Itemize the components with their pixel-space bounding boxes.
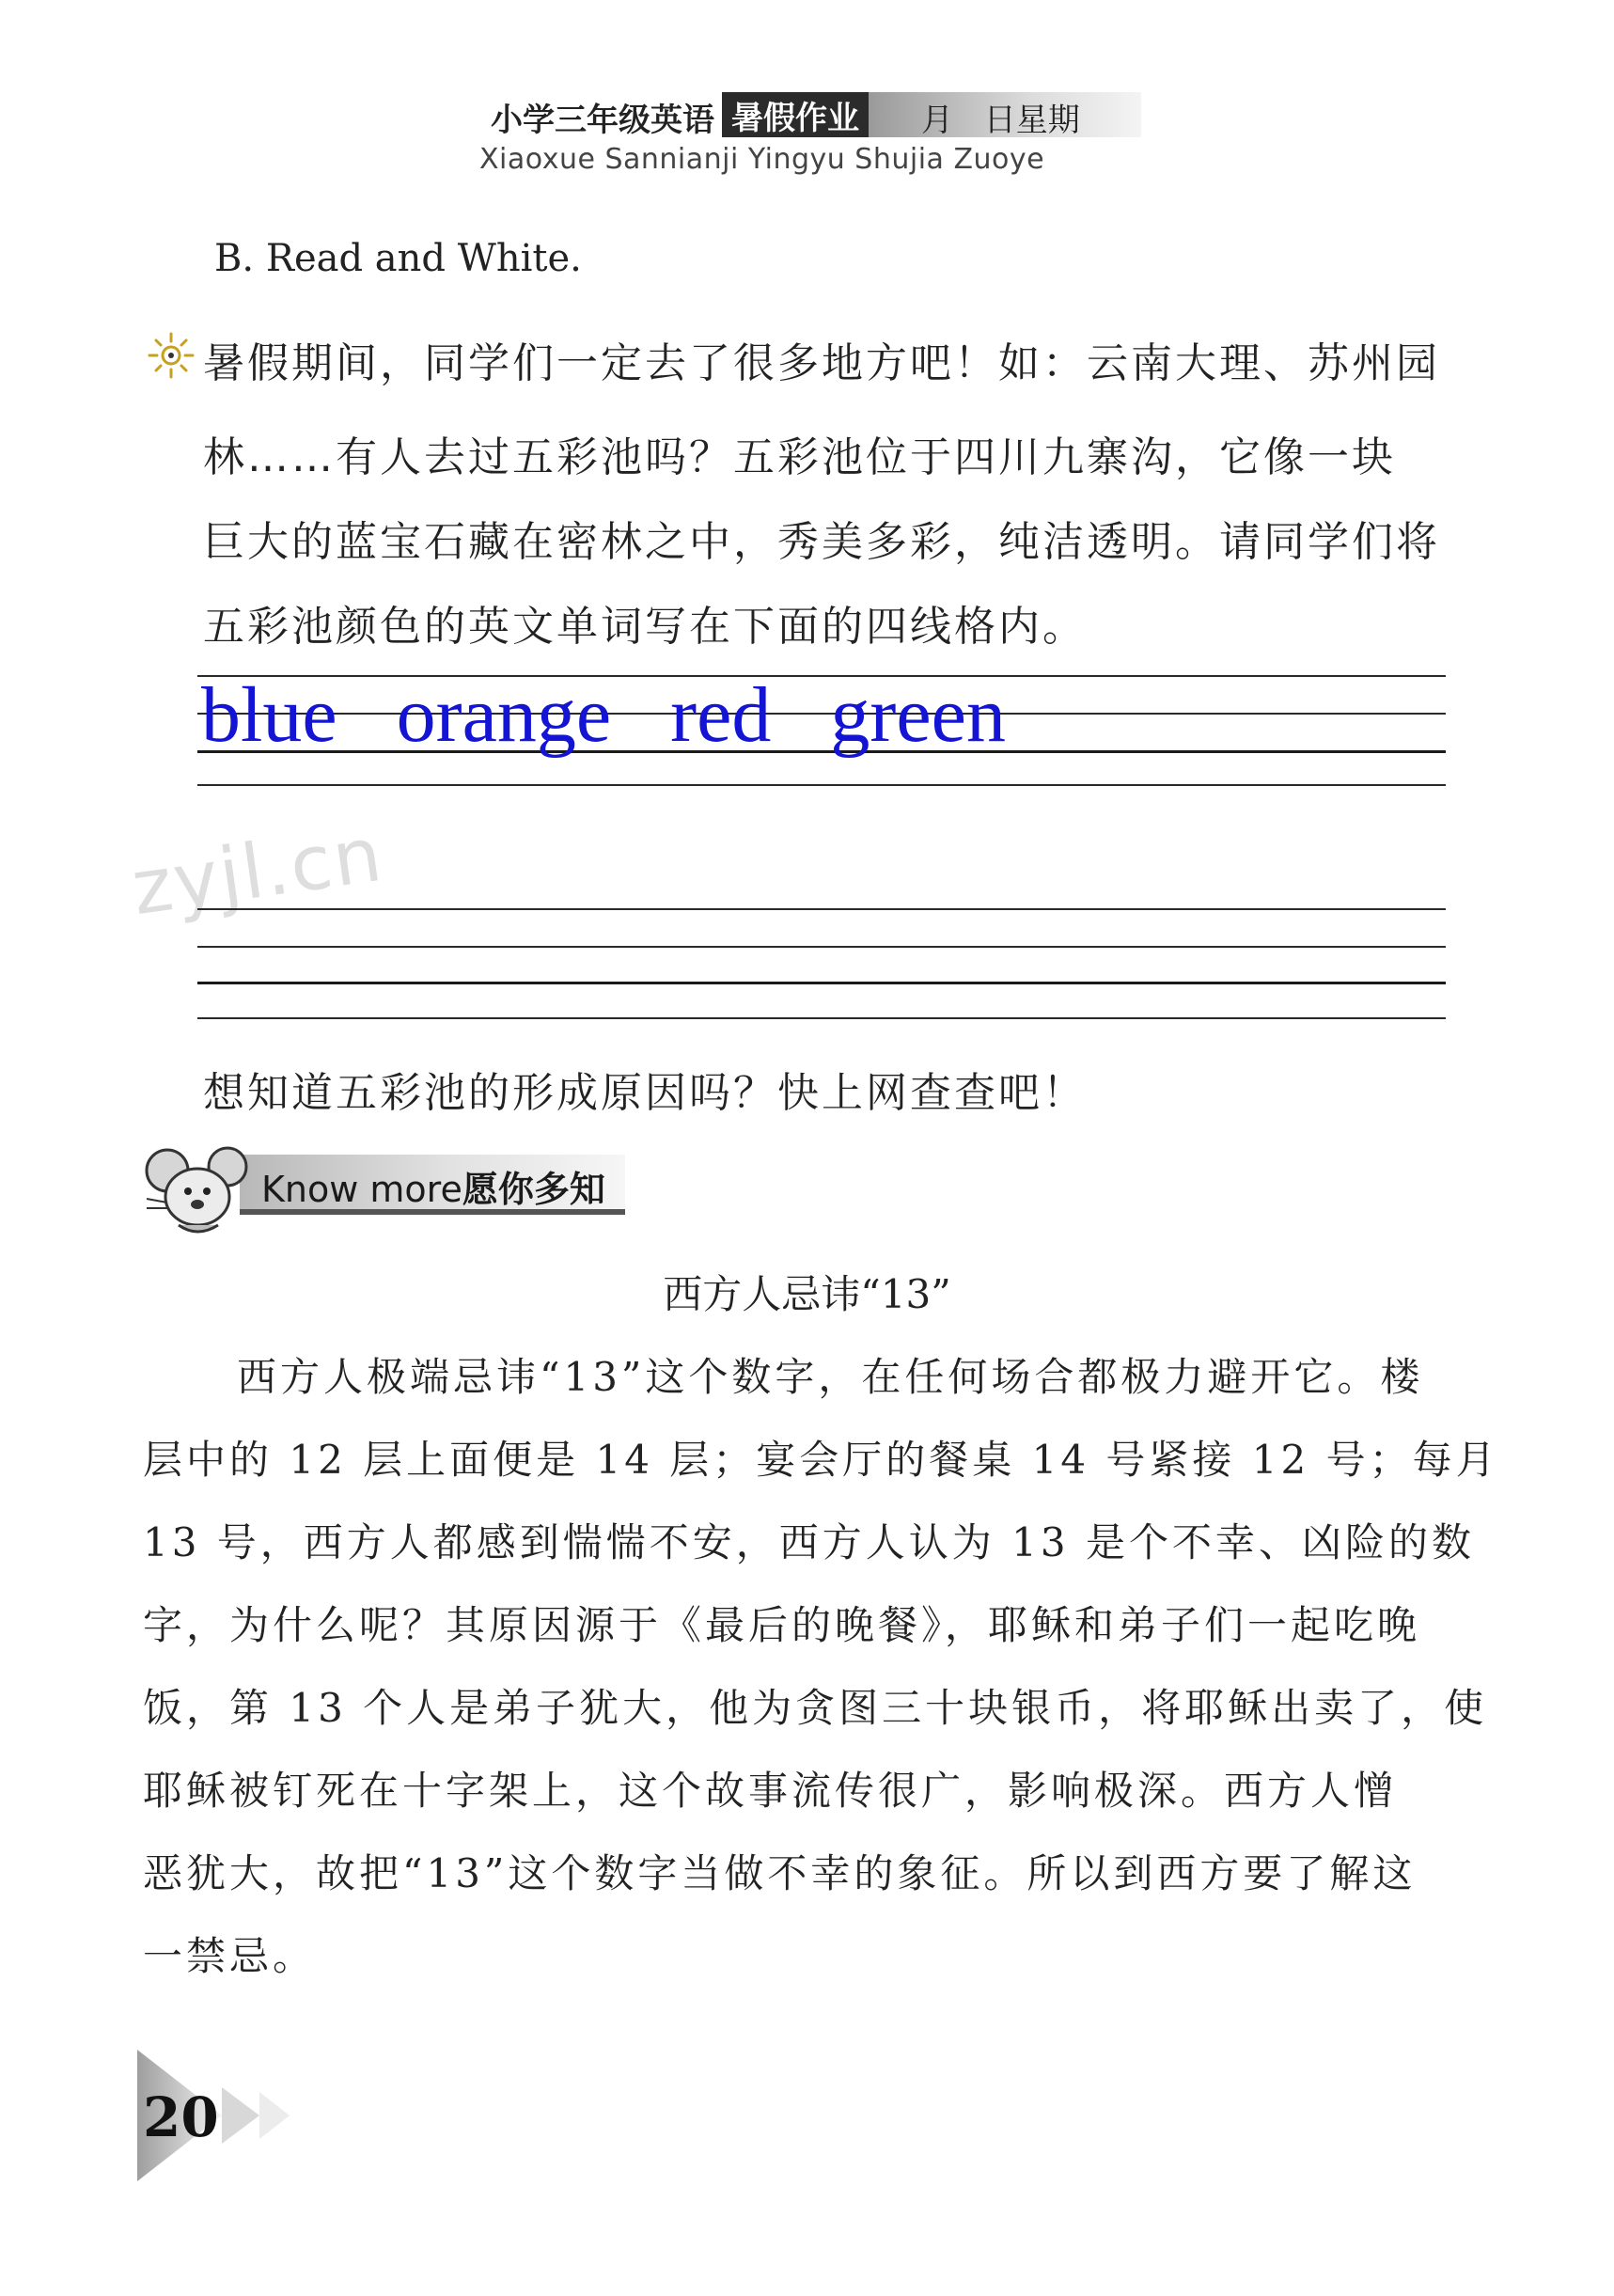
story-line: 恶犹大，故把“13”这个数字当做不幸的象征。所以到西方要了解这 bbox=[143, 1850, 1417, 1896]
story-line: 西方人极端忌讳“13”这个数字，在任何场合都极力避开它。楼 bbox=[237, 1354, 1424, 1400]
header-date-label: 月 日星期 bbox=[921, 102, 1080, 139]
story-line: 字，为什么呢？其原因源于《最后的晚餐》，耶稣和弟子们一起吃晚 bbox=[143, 1602, 1421, 1648]
header-pinyin: Xiaoxue Sannianji Yingyu Shujia Zuoye bbox=[479, 143, 1045, 176]
know-more-cn: 愿你多知 bbox=[462, 1169, 605, 1210]
sun-icon bbox=[147, 331, 196, 380]
story-line: 饭，第 13 个人是弟子犹大，他为贪图三十块银币，将耶稣出卖了，使 bbox=[143, 1685, 1488, 1731]
intro-line: 五彩池颜色的英文单词写在下面的四线格内。 bbox=[203, 603, 1087, 651]
answer-handwriting: blue orange red green bbox=[201, 671, 1006, 759]
intro-line: 巨大的蓝宝石藏在密林之中，秀美多彩，纯洁透明。请同学们将 bbox=[203, 518, 1440, 566]
story-line: 13 号，西方人都感到惴惴不安，西方人认为 13 是个不幸、凶险的数 bbox=[143, 1519, 1475, 1565]
header-title-box: 暑假作业 bbox=[722, 92, 869, 137]
section-b-heading: B. Read and White. bbox=[214, 237, 582, 280]
story-line: 一禁忌。 bbox=[143, 1933, 317, 1979]
watermark: zyjl.cn bbox=[126, 810, 389, 933]
outro-line: 想知道五彩池的形成原因吗？快上网查查吧！ bbox=[203, 1069, 1087, 1117]
intro-line: 暑假期间，同学们一定去了很多地方吧！如：云南大理、苏州园 bbox=[203, 339, 1440, 387]
know-more-label bbox=[261, 1160, 605, 1212]
story-title: 西方人忌讳“13” bbox=[663, 1271, 951, 1317]
page-number: 20 bbox=[143, 2085, 219, 2149]
mouse-mascot-icon bbox=[141, 1142, 263, 1246]
story-line: 层中的 12 层上面便是 14 层；宴会厅的餐桌 14 号紧接 12 号；每月 bbox=[143, 1437, 1499, 1483]
intro-line: 林……有人去过五彩池吗？五彩池位于四川九寨沟，它像一块 bbox=[203, 433, 1396, 481]
header-title: 小学三年级英语 bbox=[491, 102, 714, 139]
story-line: 耶稣被钉死在十字架上，这个故事流传很广，影响极深。西方人憎 bbox=[143, 1768, 1398, 1814]
know-more-en: Know more bbox=[261, 1169, 462, 1210]
